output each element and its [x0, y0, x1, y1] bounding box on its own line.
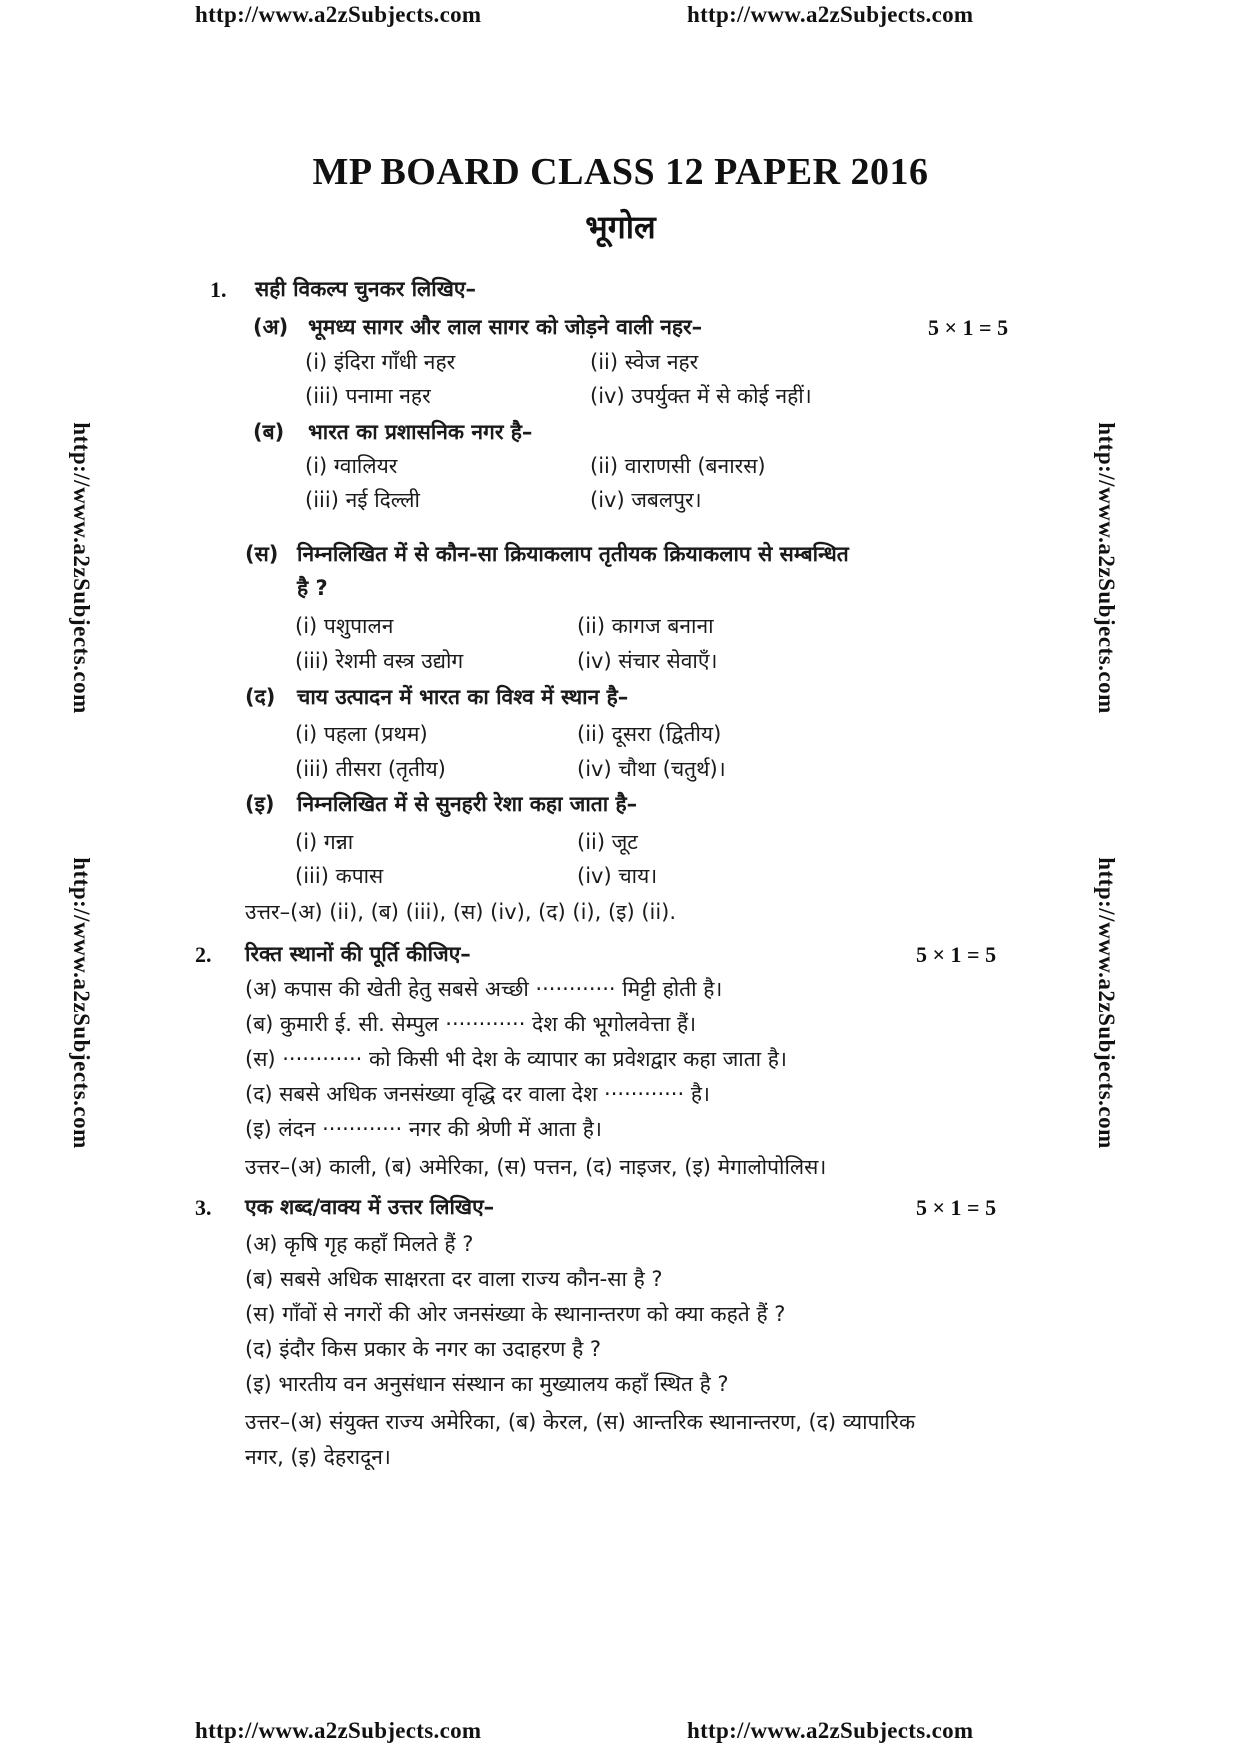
q2-answer: उत्तर–(अ) काली, (ब) अमेरिका, (स) पत्तन, (द) नाइजर, (इ) मेगालोपोलिस।	[245, 1155, 827, 1179]
q1c-option-3: (iii) रेशमी वस्त्र उद्योग	[295, 649, 464, 673]
q3-item-c: (स) गाँवों से नगरों की ओर जनसंख्या के स्थानान्तरण को क्या कहते हैं ?	[245, 1302, 786, 1326]
q1e-label: (इ)	[245, 792, 275, 816]
q1b-option-4: (iv) जबलपुर।	[590, 488, 702, 512]
q1e-option-3: (iii) कपास	[295, 864, 384, 888]
q1b-option-1: (i) ग्वालियर	[305, 454, 398, 478]
q3-item-e: (इ) भारतीय वन अनुसंधान संस्थान का मुख्यालय कहाँ स्थित है ?	[245, 1372, 729, 1396]
q1a-option-3: (iii) पनामा नहर	[305, 384, 431, 408]
q1c-text-line2: है ?	[297, 576, 328, 600]
q1d-option-3: (iii) तीसरा (तृतीय)	[295, 757, 446, 781]
q1e-option-4: (iv) चाय।	[577, 864, 658, 888]
q1c-text-line1: निम्नलिखित में से कौन-सा क्रियाकलाप तृतीयक क्रियाकलाप से सम्बन्धित	[297, 542, 849, 566]
q3-answer-line2: नगर, (इ) देहरादून।	[245, 1445, 391, 1469]
q1a-option-1: (i) इंदिरा गाँधी नहर	[305, 350, 456, 374]
q1a-label: (अ)	[253, 315, 289, 339]
q2-number: 2.	[195, 942, 212, 967]
q1-heading: सही विकल्प चुनकर लिखिए–	[255, 277, 477, 301]
q2-item-d: (द) सबसे अधिक जनसंख्या वृद्धि दर वाला देश ············ है।	[245, 1082, 710, 1106]
q2-item-e: (इ) लंदन ············ नगर की श्रेणी में आता है।	[245, 1117, 602, 1141]
side-url-right-top[interactable]: http://www.a2zSubjects.com	[1093, 422, 1119, 714]
q1-marks: 5 × 1 = 5	[928, 315, 1009, 340]
q1b-text: भारत का प्रशासनिक नगर है–	[308, 420, 533, 444]
q3-marks: 5 × 1 = 5	[916, 1195, 997, 1220]
q1d-option-2: (ii) दूसरा (द्वितीय)	[577, 722, 722, 746]
q1b-option-3: (iii) नई दिल्ली	[305, 488, 420, 512]
q3-answer-line1: उत्तर–(अ) संयुक्त राज्य अमेरिका, (ब) केरल, (स) आन्तरिक स्थानान्तरण, (द) व्यापारिक	[245, 1410, 916, 1434]
paper-subject: भूगोल	[585, 208, 656, 246]
header-url-left[interactable]: http://www.a2zSubjects.com	[195, 2, 482, 27]
q2-marks: 5 × 1 = 5	[916, 942, 997, 967]
q1a-option-4: (iv) उपर्युक्त में से कोई नहीं।	[590, 384, 812, 408]
q1e-text: निम्नलिखित में से सुनहरी रेशा कहा जाता है–	[297, 792, 638, 816]
q1a-option-2: (ii) स्वेज नहर	[590, 350, 699, 374]
q1b-label: (ब)	[253, 420, 285, 444]
q2-item-a: (अ) कपास की खेती हेतु सबसे अच्छी ············ मिट्टी होती है।	[245, 977, 723, 1001]
q1-answer: उत्तर–(अ) (ii), (ब) (iii), (स) (iv), (द) (i), (इ) (ii).	[245, 900, 677, 924]
footer-url-left[interactable]: http://www.a2zSubjects.com	[195, 1718, 482, 1743]
side-url-left-bottom[interactable]: http://www.a2zSubjects.com	[68, 857, 94, 1149]
q1c-option-2: (ii) कागज बनाना	[577, 614, 714, 638]
q1d-text: चाय उत्पादन में भारत का विश्व में स्थान है–	[297, 685, 629, 709]
q1c-option-1: (i) पशुपालन	[295, 614, 394, 638]
footer-url-right[interactable]: http://www.a2zSubjects.com	[687, 1718, 974, 1743]
side-url-left-top[interactable]: http://www.a2zSubjects.com	[68, 422, 94, 714]
side-url-right-bottom[interactable]: http://www.a2zSubjects.com	[1093, 857, 1119, 1149]
q2-heading: रिक्त स्थानों की पूर्ति कीजिए–	[245, 942, 471, 966]
q3-item-d: (द) इंदौर किस प्रकार के नगर का उदाहरण है ?	[245, 1337, 602, 1361]
q1c-option-4: (iv) संचार सेवाएँ।	[577, 649, 718, 673]
q1b-option-2: (ii) वाराणसी (बनारस)	[590, 454, 766, 478]
header-url-right[interactable]: http://www.a2zSubjects.com	[687, 2, 974, 27]
q3-number: 3.	[195, 1195, 212, 1220]
q2-item-c: (स) ············ को किसी भी देश के व्यापार का प्रवेशद्वार कहा जाता है।	[245, 1047, 787, 1071]
q1a-text: भूमध्य सागर और लाल सागर को जोड़ने वाली नहर–	[308, 315, 703, 339]
q3-item-b: (ब) सबसे अधिक साक्षरता दर वाला राज्य कौन-सा है ?	[245, 1267, 663, 1291]
q1d-option-1: (i) पहला (प्रथम)	[295, 722, 428, 746]
q3-item-a: (अ) कृषि गृह कहाँ मिलते हैं ?	[245, 1232, 474, 1256]
q2-item-b: (ब) कुमारी ई. सी. सेम्पुल ············ देश की भूगोलवेत्ता हैं।	[245, 1012, 697, 1036]
q1e-option-2: (ii) जूट	[577, 830, 638, 854]
paper-title: MP BOARD CLASS 12 PAPER 2016	[312, 151, 929, 193]
q1d-label: (द)	[245, 685, 276, 709]
q1e-option-1: (i) गन्ना	[295, 830, 354, 854]
q3-heading: एक शब्द/वाक्य में उत्तर लिखिए–	[245, 1195, 495, 1219]
q1-number: 1.	[210, 277, 227, 302]
q1d-option-4: (iv) चौथा (चतुर्थ)।	[577, 757, 726, 781]
q1c-label: (स)	[245, 542, 279, 566]
